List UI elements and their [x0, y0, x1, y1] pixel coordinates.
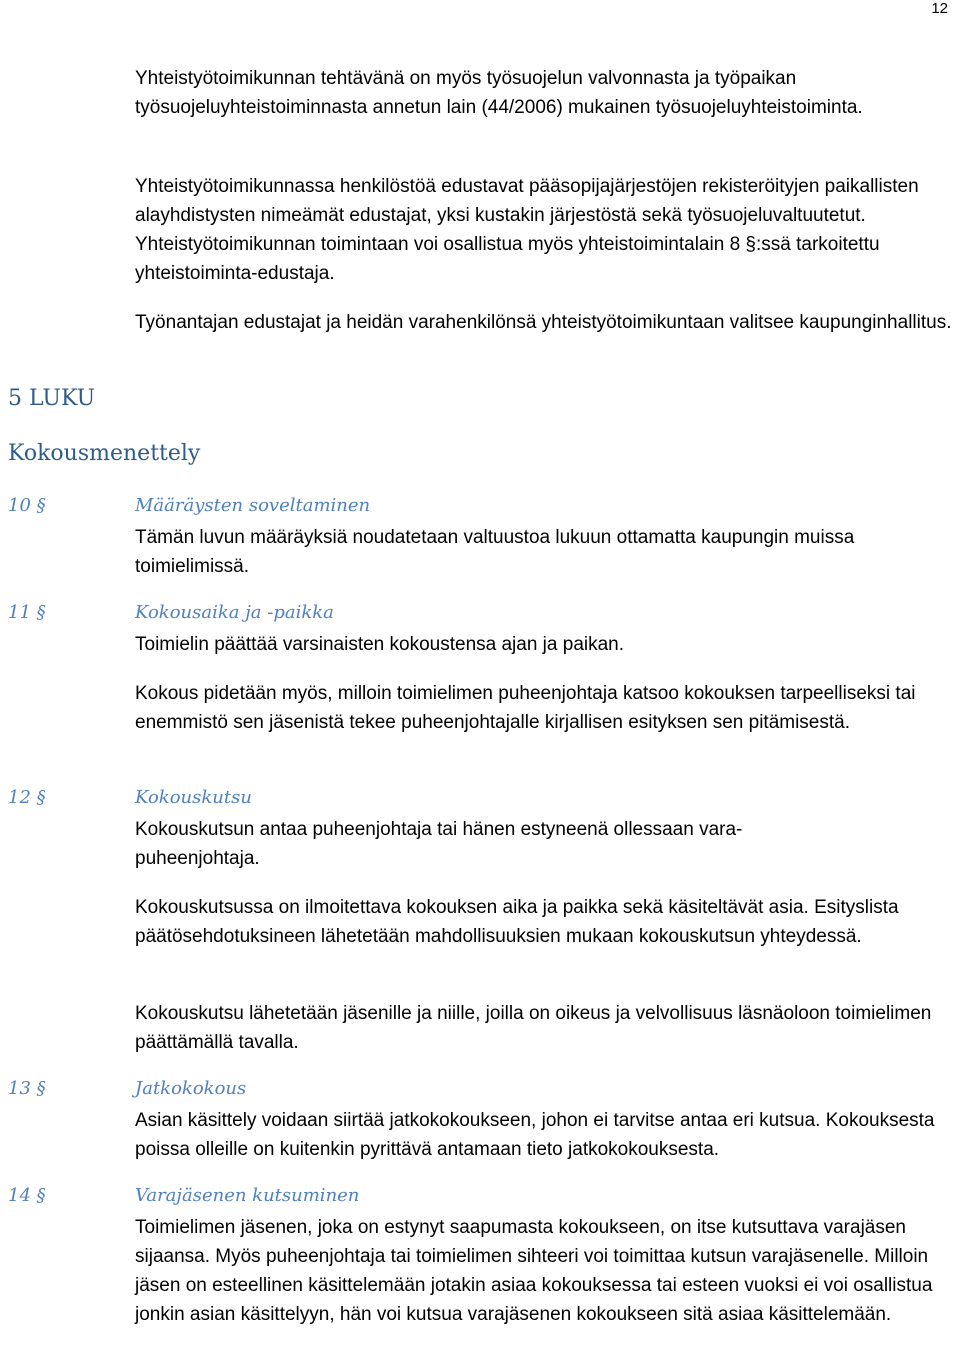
section-title: Kokousaika ja -paikka: [135, 602, 334, 623]
intro-paragraph: Yhteistyötoimikunnassa henkilöstöä edustavat pääsopijajärjestöjen rekisteröityjen paikallisten alayhdistysten nimeämät edustajat, yksi kustakin järjestöstä sekä työsuojeluvaltuutetut. Yhteistyötoimikunnan toimintaan voi osallistua myös yhteistoimintalain 8 §:ssä tarkoitettu yhteistoiminta-edustaja.: [135, 176, 919, 284]
section-paragraph: Tämän luvun määräyksiä noudatetaan valtuustoa lukuun ottamatta kaupungin muissa toimielimissä.: [135, 527, 855, 577]
section-heading: [8, 1184, 948, 1208]
intro-paragraph: Yhteistyötoimikunnan tehtävänä on myös työsuojelun valvonnasta ja työpaikan työsuojeluyhteistoiminnasta annetun lain (44/2006) mukainen työsuojeluyhteistoiminta.: [135, 68, 863, 118]
intro-paragraph: Työnantajan edustajat ja heidän varahenkilönsä yhteistyötoimikuntaan valitsee kaupunginhallitus.: [135, 312, 952, 333]
section-number: 14 §: [8, 1185, 46, 1206]
section-title: Kokouskutsu: [135, 787, 252, 808]
section-title: Jatkokokous: [135, 1078, 247, 1099]
section-paragraph: Asian käsittely voidaan siirtää jatkokokoukseen, johon ei tarvitse antaa eri kutsua. Kokouksesta poissa olleille on kuitenkin pyrittävä antamaan tieto jatkokokouksesta.: [135, 1110, 935, 1160]
chapter-number: 5 LUKU: [8, 386, 96, 411]
section-heading: [8, 786, 948, 810]
section-paragraph: Toimielin päättää varsinaisten kokoustensa ajan ja paikan.: [135, 634, 625, 655]
chapter-title: Kokousmenettely: [8, 441, 201, 466]
section-heading: [8, 494, 948, 518]
section-number: 11 §: [8, 602, 46, 623]
page-number: 12: [931, 0, 948, 17]
section-paragraph: Kokouskutsussa on ilmoitettava kokouksen aika ja paikka sekä käsiteltävät asia. Esityslista päätösehdotuksineen lähetetään mahdollisuuksien mukaan kokouskutsun yhteydessä.: [135, 897, 899, 947]
section-heading: [8, 601, 948, 625]
section-heading: [8, 1077, 948, 1101]
section-title: Varajäsenen kutsuminen: [135, 1185, 360, 1206]
section-paragraph: Kokouskutsu lähetetään jäsenille ja niille, joilla on oikeus ja velvollisuus läsnäoloon toimielimen päättämällä tavalla.: [135, 1003, 932, 1053]
section-paragraph: Kokouskutsun antaa puheenjohtaja tai hänen estyneenä ollessaan vara-puheenjohtaja.: [135, 819, 743, 869]
section-number: 13 §: [8, 1078, 46, 1099]
section-paragraph: Toimielimen jäsenen, joka on estynyt saapumasta kokoukseen, on itse kutsuttava varajäsen sijaansa. Myös puheenjohtaja tai toimielimen sihteeri voi toimittaa kutsun varajäsenelle. Milloin jäsen on esteellinen käsittelemään jotakin asiaa kokouksessa tai esteen vuoksi ei voi osallistua jonkin asian käsittelyyn, hän voi kutsua varajäsenen kokoukseen sitä asiaa käsittelemään.: [135, 1217, 933, 1325]
section-number: 10 §: [8, 495, 46, 516]
section-paragraph: Kokous pidetään myös, milloin toimielimen puheenjohtaja katsoo kokouksen tarpeelliseksi tai enemmistö sen jäsenistä tekee puheenjohtajalle kirjallisen esityksen sen pitämisestä.: [135, 683, 916, 733]
section-title: Määräysten soveltaminen: [135, 495, 371, 516]
section-number: 12 §: [8, 787, 46, 808]
